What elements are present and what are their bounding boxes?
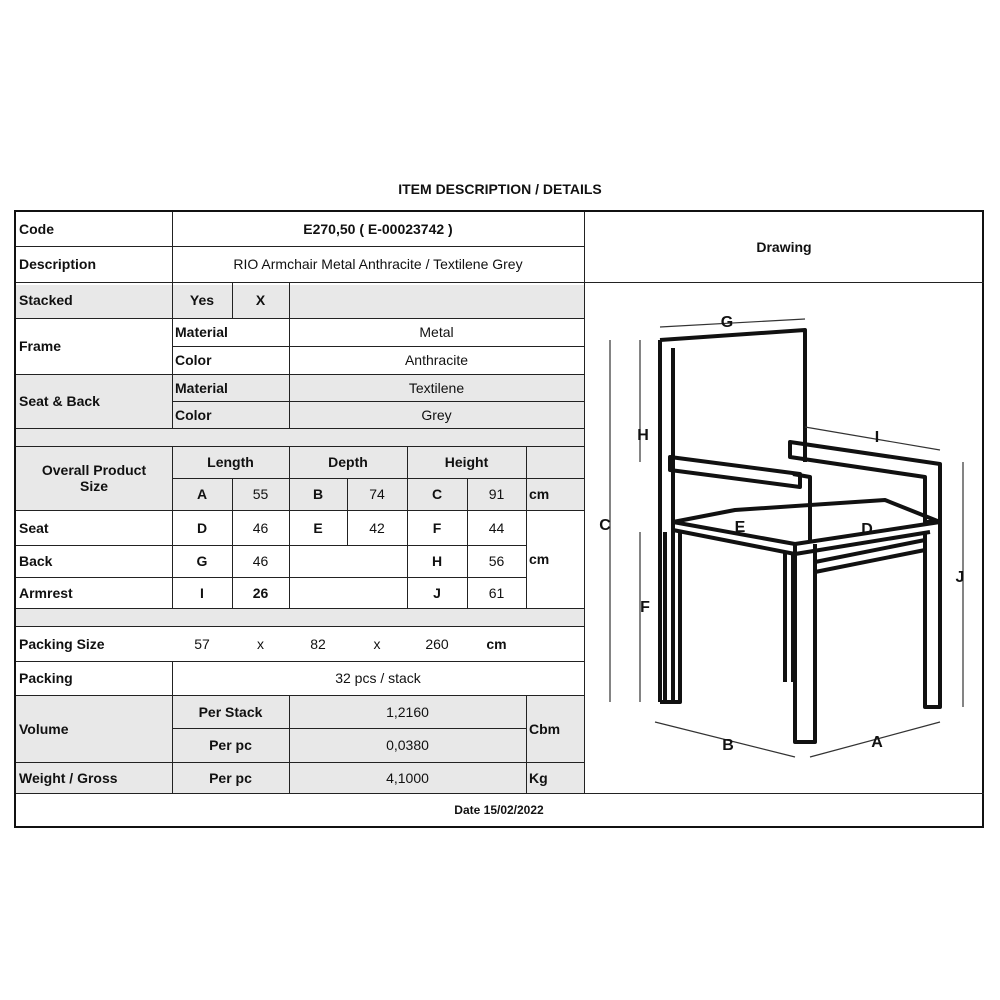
- stacked-yes: Yes: [189, 292, 215, 308]
- description-value: RIO Armchair Metal Anthracite / Textilene Grey: [233, 256, 523, 272]
- dim-e-label: E: [313, 519, 323, 536]
- front-right-leg: [925, 522, 940, 707]
- volume-unit: Cbm: [529, 720, 561, 737]
- label-i: I: [874, 429, 880, 446]
- dim-a-value: 55: [252, 486, 269, 502]
- packing-width: 57: [194, 635, 210, 652]
- overall-unit: cm: [529, 486, 550, 502]
- code-value: E270,50 ( E-00023742 ): [303, 221, 453, 237]
- description-label: Description: [19, 256, 97, 272]
- seat-back-material-label: Material: [175, 379, 228, 396]
- weight-unit: Kg: [529, 769, 548, 786]
- weight-label: Weight / Gross: [19, 769, 118, 786]
- frame-material-value: Metal: [419, 324, 454, 340]
- dim-e-value: 42: [369, 519, 385, 536]
- length-header: Length: [207, 454, 254, 470]
- packing-x2: x: [373, 635, 381, 652]
- chair-drawing: [585, 282, 981, 788]
- frame-material-label: Material: [175, 324, 228, 340]
- left-armrest: [670, 457, 800, 487]
- packing-value: 32 pcs / stack: [335, 670, 421, 686]
- spacer-row-bg-2: [16, 608, 584, 626]
- packing-label: Packing: [19, 670, 73, 686]
- right-armrest: [790, 442, 940, 522]
- stacked-mark: X: [255, 292, 266, 308]
- dim-d-value: 46: [252, 519, 269, 536]
- dim-g-value: 46: [252, 553, 269, 569]
- volume-per-pc-label: Per pc: [209, 737, 252, 753]
- packing-unit: cm: [486, 635, 507, 652]
- volume-per-stack-label: Per Stack: [198, 703, 263, 720]
- frame-color-label: Color: [175, 352, 212, 368]
- packing-depth: 82: [310, 635, 326, 652]
- frame-label: Frame: [19, 338, 62, 354]
- packing-size-label: Packing Size: [19, 635, 105, 652]
- dim-f-value: 44: [488, 519, 505, 536]
- dim-i-label: I: [200, 584, 204, 601]
- seat-back-arm-unit: cm: [529, 551, 550, 567]
- dim-b-value: 74: [369, 486, 385, 502]
- dim-d-label: D: [196, 519, 208, 536]
- dim-f-label: F: [432, 519, 442, 536]
- dim-c-value: 91: [488, 486, 505, 502]
- spacer-row-bg: [16, 428, 584, 446]
- dim-a-label: A: [196, 486, 208, 502]
- dim-c-label: C: [431, 486, 443, 502]
- volume-per-stack-value: 1,2160: [386, 703, 429, 720]
- seat-back-color-label: Color: [175, 406, 212, 423]
- page-title: ITEM DESCRIPTION / DETAILS: [398, 181, 602, 197]
- dim-j-value: 61: [488, 584, 505, 601]
- weight-per-pc-label: Per pc: [209, 769, 252, 786]
- overall-size-label: Overall Product Size: [41, 462, 147, 494]
- backrest-outline: [660, 330, 805, 462]
- back-label: Back: [19, 553, 53, 569]
- dim-h-value: 56: [488, 553, 505, 569]
- seat-back-color-value: Grey: [421, 406, 452, 423]
- dim-g-label: G: [196, 553, 208, 569]
- dim-i-value: 26: [252, 584, 269, 601]
- armrest-label: Armrest: [19, 584, 73, 601]
- label-e: E: [734, 519, 746, 536]
- stacked-label: Stacked: [19, 292, 73, 308]
- label-f: F: [640, 599, 650, 616]
- seat-back-label: Seat & Back: [19, 393, 100, 409]
- height-header: Height: [444, 454, 489, 470]
- drawing-label: Drawing: [756, 239, 812, 255]
- seat-back-material-value: Textilene: [408, 379, 465, 396]
- frame-color-value: Anthracite: [404, 352, 469, 368]
- code-label: Code: [19, 221, 54, 237]
- weight-value: 4,1000: [386, 769, 429, 786]
- front-left-leg: [795, 544, 815, 742]
- volume-label: Volume: [19, 720, 69, 737]
- packing-x1: x: [257, 635, 264, 652]
- date: Date 15/02/2022: [454, 802, 544, 817]
- seat-label: Seat: [19, 519, 49, 536]
- label-a: A: [871, 734, 883, 751]
- packing-height: 260: [425, 635, 449, 652]
- seat-front-edge: [673, 522, 940, 544]
- depth-header: Depth: [328, 454, 368, 470]
- label-c: C: [599, 517, 611, 534]
- label-h: H: [637, 427, 649, 444]
- volume-per-pc-value: 0,0380: [386, 737, 429, 753]
- dim-b-label: B: [312, 486, 324, 502]
- dim-h-label: H: [431, 553, 443, 569]
- dim-j-label: J: [433, 584, 441, 601]
- label-g: G: [720, 314, 734, 331]
- label-b: B: [722, 737, 734, 754]
- label-d: D: [861, 521, 873, 538]
- label-j: J: [955, 569, 965, 586]
